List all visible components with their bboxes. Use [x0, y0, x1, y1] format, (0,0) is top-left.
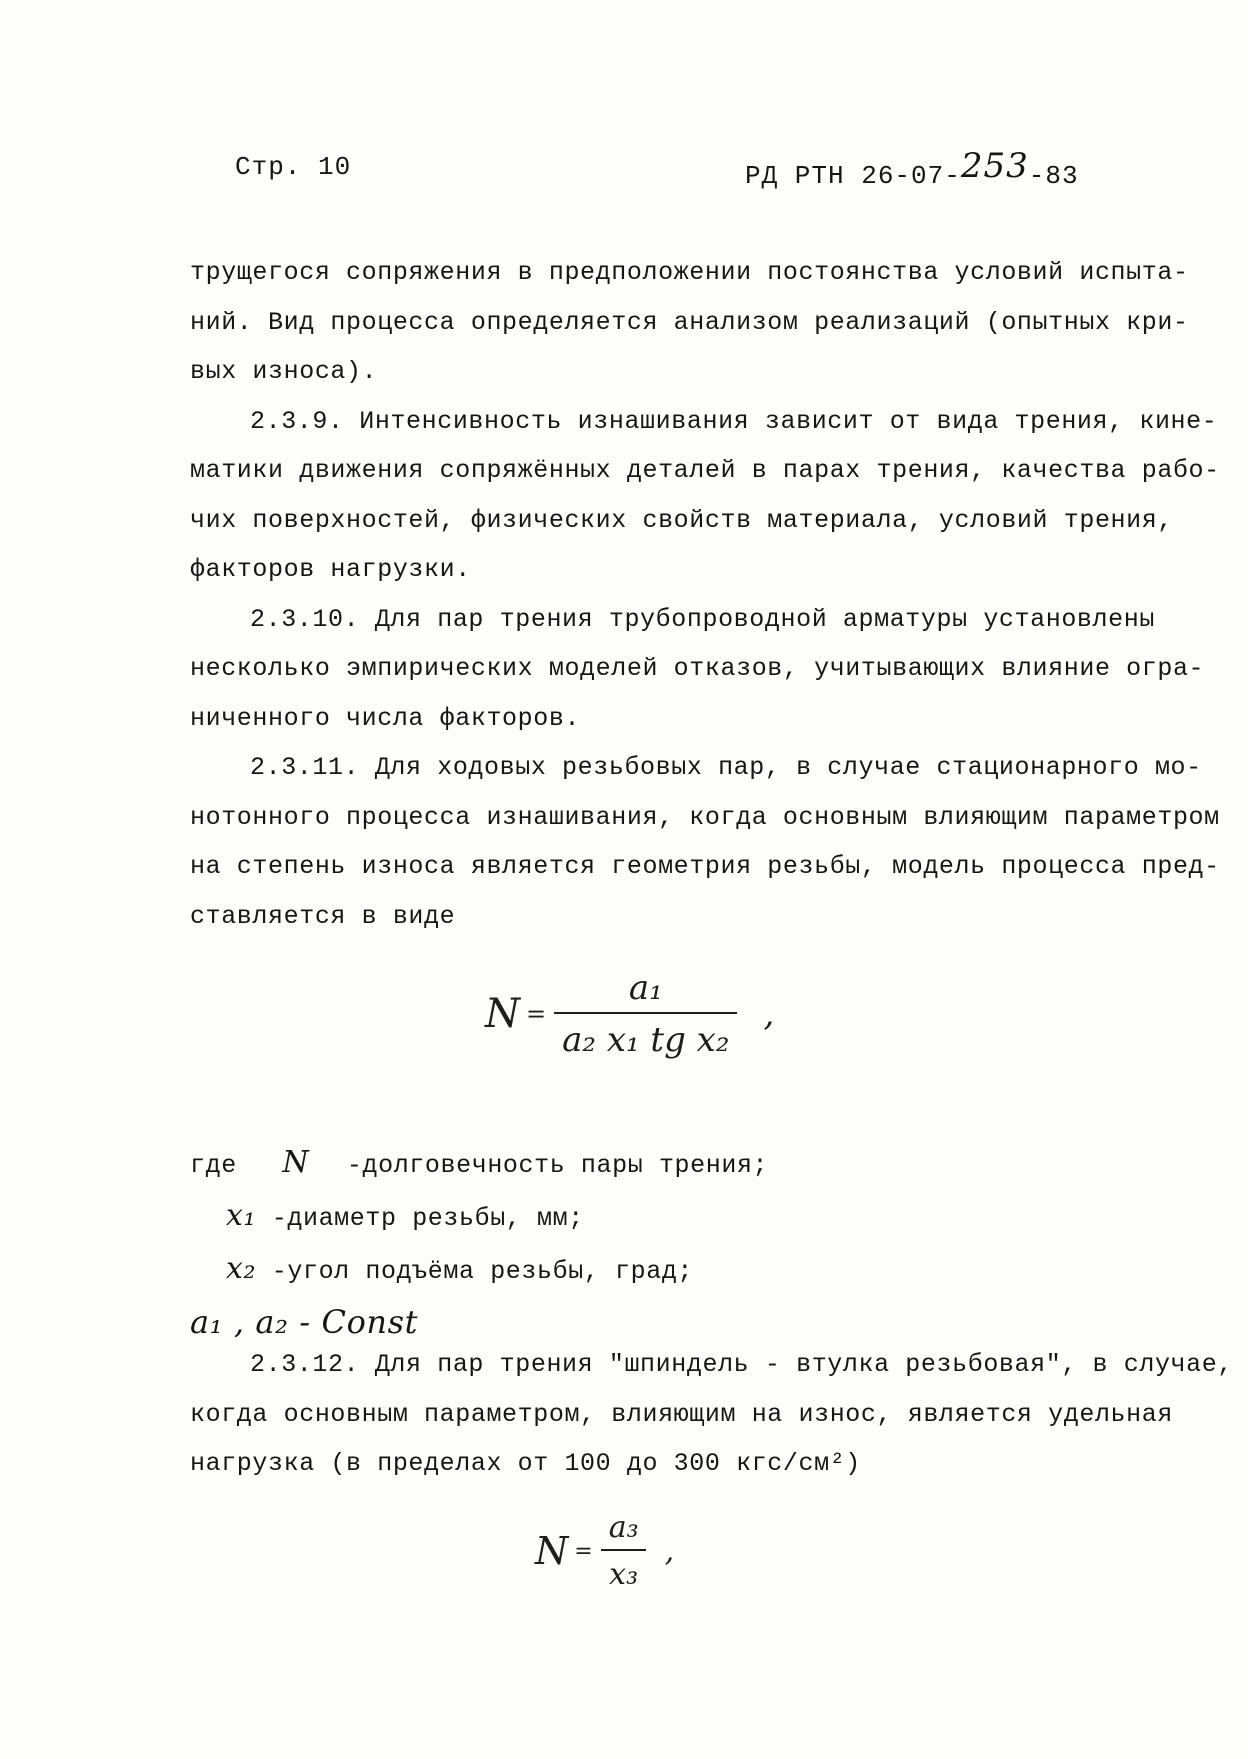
formula1-lhs: N	[485, 991, 520, 1037]
text-line: факторов нагрузки.	[190, 555, 471, 584]
text-line: 2.3.11. Для ходовых резьбовых пар, в случае стационарного мо-	[250, 753, 1202, 782]
text-line: нотонного процесса изнашивания, когда основным влияющим параметром	[190, 802, 1220, 832]
text-line: чих поверхностей, физических свойств материала, условий трения,	[190, 505, 1173, 535]
formula1-equals: =	[526, 1000, 547, 1028]
x2-description: -угол подъёма резьбы, град;	[271, 1257, 694, 1286]
page-number: Стр. 10	[235, 152, 352, 182]
text-line: 2.3.12. Для пар трения "шпиндель - втулка резьбовая", в случае,	[250, 1350, 1233, 1379]
document-code-suffix: -83	[1028, 161, 1079, 191]
body-text	[190, 248, 1220, 941]
formula2-fraction	[601, 1510, 647, 1592]
formula2-denominator: x₃	[601, 1549, 646, 1592]
formula2-comma: ,	[664, 1533, 675, 1569]
formula2-lhs: N	[535, 1529, 569, 1573]
formula2-numerator: a₃	[608, 1510, 639, 1545]
document-code-prefix: РД РТН 26-07-	[745, 161, 961, 191]
definition-n	[190, 1138, 768, 1191]
definition-x2	[190, 1244, 768, 1297]
formula1-comma: ,	[763, 994, 775, 1034]
text-line: ставляется в виде	[190, 901, 456, 931]
text-line: несколько эмпирических моделей отказов, учитывающих влияние огра-	[190, 654, 1205, 683]
text-line: нагрузка (в пределах от 100 до 300 кгс/см²)	[190, 1449, 861, 1478]
constants-line: a₁ , a₂ - Const	[190, 1303, 419, 1341]
text-line: ниченного числа факторов.	[190, 703, 581, 733]
where-label: где	[190, 1151, 237, 1180]
formula2-equals: =	[574, 1538, 593, 1564]
text-line: вых износа).	[190, 357, 378, 386]
text-line: ний. Вид процесса определяется анализом реализаций (опытных кри-	[190, 307, 1189, 337]
formula-durability-load	[535, 1510, 674, 1592]
formula1-fraction	[554, 968, 737, 1060]
text-line: на степень износа является геометрия резьбы, модель процесса пред-	[190, 852, 1220, 881]
formula1-numerator: a₁	[628, 968, 663, 1008]
document-code	[745, 146, 1079, 192]
formula1-denominator: a₂ x₁ tg x₂	[554, 1012, 737, 1060]
n-symbol: N	[282, 1145, 310, 1180]
text-line: матики движения сопряжённых деталей в парах трения, качества рабо-	[190, 456, 1220, 485]
document-number-handwritten: 253	[960, 146, 1029, 186]
definition-x1	[190, 1191, 768, 1244]
text-line: трущегося сопряжения в предположении постоянства условий испыта-	[190, 258, 1189, 287]
formula-durability-thread	[485, 968, 774, 1060]
body-text-2	[190, 1340, 1233, 1489]
text-line: 2.3.10. Для пар трения трубопроводной арматуры установлены	[250, 604, 1155, 634]
text-line: когда основным параметром, влияющим на износ, является удельная	[190, 1399, 1173, 1429]
x2-symbol: x₂	[226, 1251, 257, 1286]
x1-symbol: x₁	[226, 1198, 257, 1233]
definitions-block	[190, 1138, 768, 1347]
x1-description: -диаметр резьбы, мм;	[271, 1204, 584, 1233]
text-line: 2.3.9. Интенсивность изнашивания зависит от вида трения, кине-	[250, 406, 1218, 436]
n-description: -долговечность пары трения;	[346, 1151, 769, 1180]
